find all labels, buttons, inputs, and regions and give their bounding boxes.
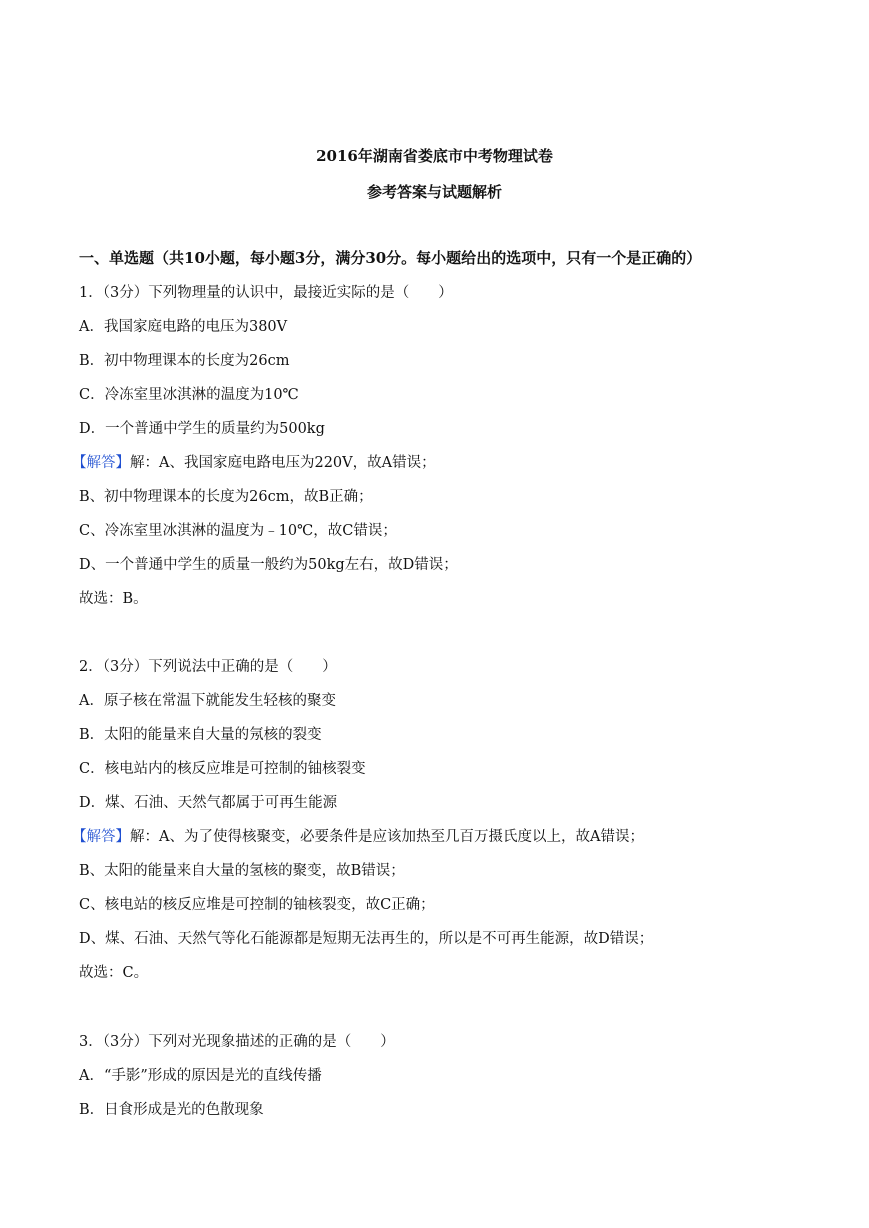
question-2-stem: 2．（3分）下列说法中正确的是（ ） (79, 659, 337, 675)
question-2-option-c: C．核电站内的核反应堆是可控制的铀核裂变 (79, 761, 366, 777)
answer-choice: 故选：B。 (79, 591, 148, 607)
answer-line: D、煤、石油、天然气等化石能源都是短期无法再生的，所以是不可再生能源，故D错误； (79, 931, 654, 947)
answer-line: C、冷冻室里冰淇淋的温度为﹣10℃，故C错误； (79, 523, 397, 539)
question-2-answer (72, 827, 644, 847)
answer-tag: 【解答】 (72, 829, 130, 845)
question-2-option-a: A．原子核在常温下就能发生轻核的聚变 (79, 693, 336, 709)
question-1-option-d: D．一个普通中学生的质量约为500kg (79, 421, 325, 437)
question-3-option-a: A．“手影”形成的原因是光的直线传播 (79, 1068, 322, 1084)
question-1-option-b: B．初中物理课本的长度为26cm (79, 353, 290, 369)
answer-line: D、一个普通中学生的质量一般约为50kg左右，故D错误； (79, 557, 458, 573)
document-title: 2016年湖南省娄底市中考物理试卷 (316, 147, 553, 165)
question-2-option-b: B．太阳的能量来自大量的氖核的裂变 (79, 727, 322, 743)
answer-line: C、核电站的核反应堆是可控制的铀核裂变，故C正确； (79, 897, 435, 913)
question-1-option-c: C．冷冻室里冰淇淋的温度为10℃ (79, 387, 299, 403)
answer-tag: 【解答】 (72, 455, 130, 471)
answer-line: B、太阳的能量来自大量的氢核的聚变，故B错误； (79, 863, 405, 879)
section-heading: 一、单选题（共10小题，每小题3分，满分30分。每小题给出的选项中，只有一个是正确的） (79, 249, 702, 267)
answer-line: B、初中物理课本的长度为26cm，故B正确； (79, 489, 373, 505)
question-3-option-b: B．日食形成是光的色散现象 (79, 1102, 264, 1118)
question-1-stem: 1．（3分）下列物理量的认识中，最接近实际的是（ ） (79, 285, 453, 301)
document-subtitle: 参考答案与试题解析 (366, 183, 502, 201)
question-1-option-a: A．我国家庭电路的电压为380V (79, 319, 288, 335)
question-2-option-d: D．煤、石油、天然气都属于可再生能源 (79, 795, 338, 811)
question-3-stem: 3．（3分）下列对光现象描述的正确的是（ ） (79, 1034, 395, 1050)
answer-choice: 故选：C。 (79, 965, 149, 981)
answer-line: 解：A、我国家庭电路电压为220V，故A错误； (130, 455, 436, 471)
answer-line: 解：A、为了使得核聚变，必要条件是应该加热至几百万摄氏度以上，故A错误； (130, 829, 644, 845)
question-1-answer (72, 453, 436, 473)
